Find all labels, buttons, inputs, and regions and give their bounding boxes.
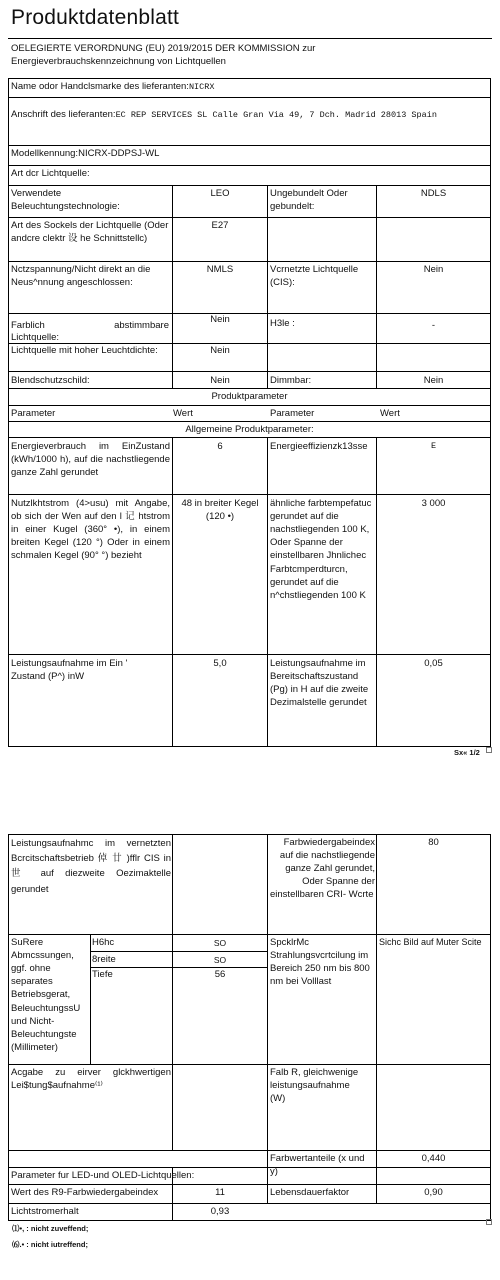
cct-label: ähnliche farbtempefatuc gerundet auf die nachstliegenden 100 K, Oder Spanne der einstellbaren Jhnlichec Farbtcmperdturcn, gerundet auf die n^chstliegenden 100 K — [270, 498, 372, 601]
row-divider — [8, 388, 491, 389]
address-value: EC REP SERVICES SL Calle Gran Via 49, 7 Dch. Madrid 28013 Spain — [115, 110, 437, 120]
row-divider — [8, 494, 491, 495]
row-divider — [8, 97, 491, 98]
standby-label: Leistungsaufnahme im Bereitschaftszustand (Pg) in H auf die zweite Dezimalstelle gerundet — [270, 658, 369, 709]
led-params-header: Parameter fur LED-und OLED-Lichtquellen: — [11, 1170, 195, 1181]
row-divider — [8, 654, 491, 655]
row-divider — [8, 1203, 491, 1204]
tunable-label-c: Lichtquelle: — [11, 332, 60, 343]
row-divider — [8, 1184, 491, 1185]
row-divider — [8, 217, 491, 218]
energy-value: 6 — [217, 441, 223, 452]
row-divider — [8, 934, 491, 935]
efficiency-class-value: E — [430, 441, 437, 451]
row-divider — [90, 951, 267, 952]
flux-value: 48 in breiter Kegel (120 •) — [181, 498, 259, 523]
supplier-name-value: NICRX — [188, 82, 215, 92]
efficiency-class-label: Energieeffizienzk13sse — [270, 441, 368, 452]
dimmable-label: Dimmbar: — [270, 375, 312, 386]
row-divider — [8, 1064, 491, 1065]
spectral-value: Sichc Bild auf Muter Scite — [379, 937, 482, 947]
col-divider — [267, 1184, 268, 1203]
resize-handle-icon — [486, 1219, 492, 1225]
reference-label: Falb R, gleichwenige leistungsaufnahme (W) — [270, 1067, 359, 1105]
lumen-maintenance-label: Lichtstromerhalt — [11, 1206, 79, 1217]
supplier-name-row — [11, 80, 481, 94]
title-rule — [8, 38, 492, 39]
undirectional-value: NDLS — [420, 188, 447, 199]
light-source-type-label: Art dcr Lichtquelle: — [11, 168, 90, 179]
height-value: SO — [213, 938, 227, 948]
networked-standby-label: Leistungsaufnahmc im vernetzten Bcrcitschaftsbetrieb 倬 廿 )fflr CIS in 世 auf diezweite Oezimaktelle gerundet — [11, 838, 171, 895]
survival-value: 0,90 — [424, 1187, 443, 1198]
survival-label: Lebensdauerfaktor — [270, 1187, 350, 1198]
row-divider — [8, 834, 491, 835]
chromaticity-label: Farbwertanteile (x und y) — [270, 1153, 365, 1178]
model-row — [11, 147, 481, 160]
r9-label: Wert des R9-Farbwiedergabeindex — [11, 1187, 159, 1198]
chromaticity-value: 0,440 — [421, 1153, 446, 1164]
row-divider — [8, 1167, 491, 1168]
tunable-label-a: Farblich — [11, 320, 45, 331]
width-label: 8reite — [92, 954, 116, 965]
model-label: Modellkennung: — [11, 148, 79, 159]
footnote-1: ⑴•, : nicht zuveffend; — [12, 1224, 89, 1233]
energy-label: Energieverbrauch im EinZustand (kWh/1000 h), auf die nachstliegende ganze Zahl gerundet — [11, 441, 170, 479]
footnote-2: ⑹.• : nicht iutreffend; — [12, 1240, 88, 1249]
address-row — [11, 108, 481, 122]
col-divider — [172, 185, 173, 388]
mains-value: NMLS — [206, 264, 234, 275]
col-divider — [267, 437, 268, 746]
col-param-2: Parameter — [270, 408, 315, 419]
cct-value: 3 000 — [421, 498, 446, 509]
row-divider — [8, 421, 491, 422]
tech-label: Verwendete Beleuchtungstechnologie: — [11, 188, 120, 213]
tunable-label-b: abstimmbare — [114, 320, 169, 331]
col-divider — [376, 185, 377, 388]
dimensions-label: SuRere Abmcssungen, ggf. ohne separates Betriebsgerat, BeleuchtungssU und Nicht-Beleuchtungste (Millimeter) — [11, 937, 81, 1053]
spectral-label: SpcklrMc Strahlungsvcrtcilung im Bereich 250 nm bis 800 nm bei Volllast — [270, 937, 370, 988]
cap-type-value: E27 — [211, 220, 229, 231]
lumen-maintenance-value: 0,93 — [210, 1206, 230, 1217]
col-divider — [267, 834, 268, 1184]
standby-value: 0,05 — [424, 658, 443, 669]
dimmable-value: Nein — [423, 375, 444, 386]
resize-handle-icon — [486, 747, 492, 753]
col-value-1: Wert — [173, 408, 193, 419]
supplier-name-label: Name odor Handclsmarke des lieferanten: — [11, 81, 189, 92]
general-params-header: Allgemeine Produktparameter: — [185, 424, 314, 435]
row-divider — [8, 185, 491, 186]
row-divider — [8, 261, 491, 262]
cri-value: 80 — [428, 837, 439, 848]
connected-label: Vcrnetzte Lichtquelle (CIS): — [270, 264, 359, 289]
col-divider — [172, 437, 173, 746]
depth-value: 56 — [214, 969, 226, 980]
high-luminance-value: Nein — [210, 345, 230, 356]
power-value: 5,0 — [213, 658, 227, 669]
width-value: SO — [213, 955, 227, 965]
height-label: H6hc — [92, 937, 115, 948]
cap-type-label: Art des Sockels der Lichtquelle (Oder andcre clektr 设 he Schnittstellc) — [11, 220, 169, 245]
product-params-header: Produktparameter — [211, 391, 288, 402]
table-border — [490, 834, 491, 1220]
col-divider — [267, 185, 268, 388]
depth-label: Tiefe — [92, 969, 113, 980]
row-divider — [8, 165, 491, 166]
model-value: NICRX-DDPSJ-WL — [78, 148, 160, 159]
row-divider — [8, 145, 491, 146]
row-divider — [8, 746, 491, 747]
glare-shield-value: Nein — [210, 375, 230, 386]
col-param-1: Parameter — [11, 408, 56, 419]
regulation-text: OELEGIERTE VERORDNUNG (EU) 2019/2015 DER KOMMISSION zur Energieverbrauchskennzeichnung von Lichtquellen — [11, 43, 316, 68]
r9-value: 11 — [215, 1187, 225, 1198]
flux-label: Nutzlkhtstrom (4>usu) mit Angabe, ob sich der Wen auf den l 记 htstrom in einer Kugel (360° •), in einem breiten Kegel (120 °) Oder in einem schmalen Kegel (90° °) bezieht — [11, 498, 170, 562]
connected-value: Nein — [423, 264, 444, 275]
row-divider — [8, 1220, 491, 1221]
envelope-value: - — [431, 320, 436, 331]
table-border — [8, 78, 9, 747]
col-divider — [172, 834, 173, 1150]
power-label: Leistungsaufnahme im Ein ' Zustand (P^) inW — [11, 658, 128, 683]
page-number: Sx« 1/2 — [454, 748, 480, 757]
envelope-label: H3le : — [270, 318, 295, 329]
col-divider — [376, 834, 377, 1184]
table-border — [490, 78, 491, 747]
high-luminance-label: Lichtquelle mit hoher Leuchtdichte: — [11, 345, 158, 356]
page-title: Produktdatenblatt — [11, 6, 180, 29]
tunable-value: Nein — [210, 314, 230, 325]
row-divider — [8, 1150, 491, 1151]
glare-shield-label: Blendschutzschild: — [11, 375, 90, 386]
address-label: Anschrift des lieferanten: — [11, 109, 116, 120]
table-border — [8, 834, 9, 1220]
row-divider — [8, 405, 491, 406]
mains-label: Nctzspannung/Nicht direkt an die Neus^nnung angeschlossen: — [11, 264, 151, 289]
col-value-2: Wert — [380, 408, 400, 419]
row-divider — [8, 437, 491, 438]
tech-value: LEO — [210, 188, 230, 199]
row-divider — [8, 371, 491, 372]
cri-label: Farbwiedergabeindex auf die nachstliegende ganze Zahl gerundet, Oder Spanne der einstellbaren CRI- Wcrte — [270, 837, 375, 901]
equivalent-power-label: Acgabe zu eirver glckhwertigen Lei$tung$aufnahme⁽¹⁾ — [11, 1067, 171, 1092]
col-divider — [376, 437, 377, 746]
undirectional-label: Ungebundelt Oder gebundelt: — [270, 188, 348, 213]
row-divider — [8, 78, 491, 79]
col-divider — [90, 934, 91, 1064]
